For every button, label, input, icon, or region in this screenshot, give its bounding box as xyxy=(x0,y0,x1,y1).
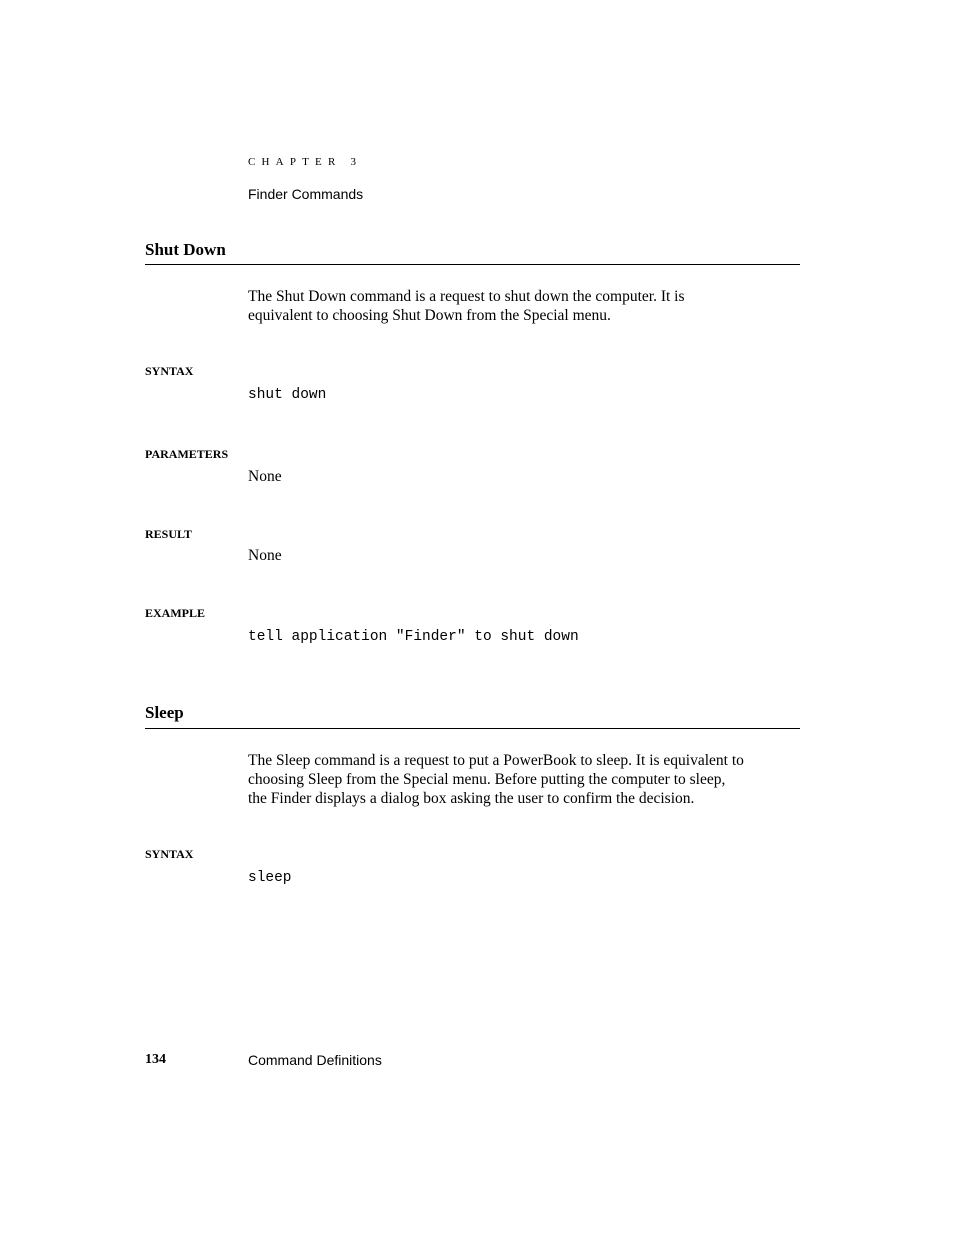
page-number: 134 xyxy=(145,1052,166,1067)
syntax-code: shut down xyxy=(248,387,327,403)
parameters-label: PARAMETERS xyxy=(145,447,229,461)
result-value: None xyxy=(248,547,282,564)
parameters-value: None xyxy=(248,468,282,485)
chapter-title: Finder Commands xyxy=(248,186,364,202)
section-rule xyxy=(145,264,800,265)
syntax-label: SYNTAX xyxy=(145,847,194,861)
section-heading-shut-down: Shut Down xyxy=(145,240,226,259)
description-line: The Sleep command is a request to put a PowerBook to sleep. It is equivalent to xyxy=(248,752,744,769)
description-line: equivalent to choosing Shut Down from the Special menu. xyxy=(248,307,611,324)
footer-section-title: Command Definitions xyxy=(248,1052,382,1068)
description-line: choosing Sleep from the Special menu. Before putting the computer to sleep, xyxy=(248,771,726,788)
description-line: the Finder displays a dialog box asking the user to confirm the decision. xyxy=(248,790,695,807)
result-label: RESULT xyxy=(145,527,192,541)
chapter-label: CHAPTER 3 xyxy=(248,156,363,168)
example-code: tell application "Finder" to shut down xyxy=(248,629,579,645)
example-label: EXAMPLE xyxy=(145,606,205,620)
shut-down-description xyxy=(248,287,808,325)
section-rule xyxy=(145,728,800,729)
section-heading-sleep: Sleep xyxy=(145,703,184,722)
description-line: The Shut Down command is a request to shut down the computer. It is xyxy=(248,288,685,305)
syntax-code: sleep xyxy=(248,870,292,886)
syntax-label: SYNTAX xyxy=(145,364,194,378)
sleep-description xyxy=(248,751,808,808)
